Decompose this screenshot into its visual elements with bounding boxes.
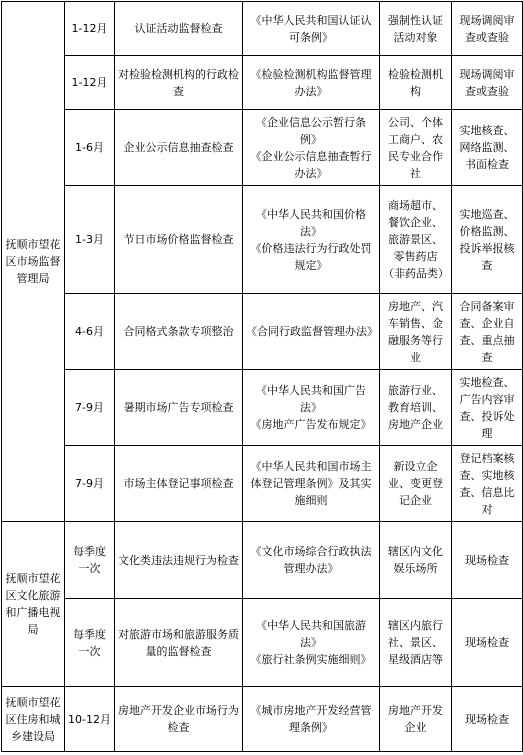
method-cell: 现场检查 (452, 522, 523, 599)
method-cell: 现场调阅审查或查验 (452, 56, 523, 110)
task-cell: 市场主体登记事项检查 (115, 446, 243, 522)
target-cell: 新设立企业、变更登记企业 (380, 446, 452, 522)
table-row (2, 2, 523, 56)
target-cell: 辖区内旅行社、景区、星级酒店等 (380, 599, 452, 687)
basis-cell: 《城市房地产开发经营管理条例》 (243, 687, 380, 752)
agency-cell: 抚顺市望花区住房和城乡建设局 (2, 687, 65, 752)
method-cell: 合同备案审查、企业自查、重点抽查 (452, 294, 523, 370)
period-cell: 1-6月 (65, 110, 115, 186)
method-cell: 登记档案核查、实地核查、信息比对 (452, 446, 523, 522)
method-cell: 现场检查 (452, 687, 523, 752)
task-cell: 节日市场价格监督检查 (115, 186, 243, 294)
table-row (2, 186, 523, 294)
table-row (2, 599, 523, 687)
basis-cell: 《中华人民共和国旅游法》 《旅行社条例实施细则》 (243, 599, 380, 687)
task-cell: 认证活动监督检查 (115, 2, 243, 56)
task-cell: 暑期市场广告专项检查 (115, 370, 243, 446)
basis-cell: 《检验检测机构监督管理办法》 (243, 56, 380, 110)
period-cell: 1-3月 (65, 186, 115, 294)
basis-cell: 《文化市场综合行政执法管理办法》 (243, 522, 380, 599)
agency-cell: 抚顺市望花区市场监督管理局 (2, 2, 65, 522)
table-row (2, 294, 523, 370)
basis-cell: 《合同行政监督管理办法》 (243, 294, 380, 370)
period-cell: 7-9月 (65, 446, 115, 522)
period-cell: 4-6月 (65, 294, 115, 370)
target-cell: 商场超市、餐饮企业、旅游景区、零售药店（非药品类） (380, 186, 452, 294)
period-cell: 10-12月 (65, 687, 115, 752)
basis-cell: 《中华人民共和国价格法》 《价格违法行为行政处罚规定》 (243, 186, 380, 294)
task-cell: 房地产开发企业市场行为检查 (115, 687, 243, 752)
agency-cell: 抚顺市望花区文化旅游和广播电视局 (2, 522, 65, 687)
period-cell: 每季度一次 (65, 522, 115, 599)
period-cell: 1-12月 (65, 56, 115, 110)
target-cell: 强制性认证活动对象 (380, 2, 452, 56)
period-cell: 每季度一次 (65, 599, 115, 687)
task-cell: 对旅游市场和旅游服务质量的监督检查 (115, 599, 243, 687)
target-cell: 公司、个体工商户、农民专业合作社 (380, 110, 452, 186)
basis-cell: 《中华人民共和国广告法》 《房地产广告发布规定》 (243, 370, 380, 446)
table-row (2, 56, 523, 110)
target-cell: 旅游行业、教育培训、房地产企业 (380, 370, 452, 446)
table-row (2, 370, 523, 446)
task-cell: 企业公示信息抽查检查 (115, 110, 243, 186)
task-cell: 文化类违法违规行为检查 (115, 522, 243, 599)
table-row (2, 446, 523, 522)
task-cell: 合同格式条款专项整治 (115, 294, 243, 370)
inspection-plan-table (1, 1, 523, 752)
method-cell: 实地核查、网络监测、书面检查 (452, 110, 523, 186)
task-cell: 对检验检测机构的行政检查 (115, 56, 243, 110)
method-cell: 现场检查 (452, 599, 523, 687)
target-cell: 辖区内文化娱乐场所 (380, 522, 452, 599)
method-cell: 实地检查、广告内容审查、投诉处理 (452, 370, 523, 446)
target-cell: 房地产、汽车销售、金融服务等行业 (380, 294, 452, 370)
basis-cell: 《企业信息公示暂行条例》 《企业公示信息抽查暂行办法》 (243, 110, 380, 186)
target-cell: 检验检测机构 (380, 56, 452, 110)
table-row (2, 110, 523, 186)
method-cell: 现场调阅审查或查验 (452, 2, 523, 56)
basis-cell: 《中华人民共和国市场主体登记管理条例》及其实施细则 (243, 446, 380, 522)
period-cell: 1-12月 (65, 2, 115, 56)
table-row (2, 522, 523, 599)
period-cell: 7-9月 (65, 370, 115, 446)
table-row (2, 687, 523, 752)
method-cell: 实地巡查、价格监测、投诉举报核查 (452, 186, 523, 294)
basis-cell: 《中华人民共和国认证认可条例》 (243, 2, 380, 56)
target-cell: 房地产开发企业 (380, 687, 452, 752)
